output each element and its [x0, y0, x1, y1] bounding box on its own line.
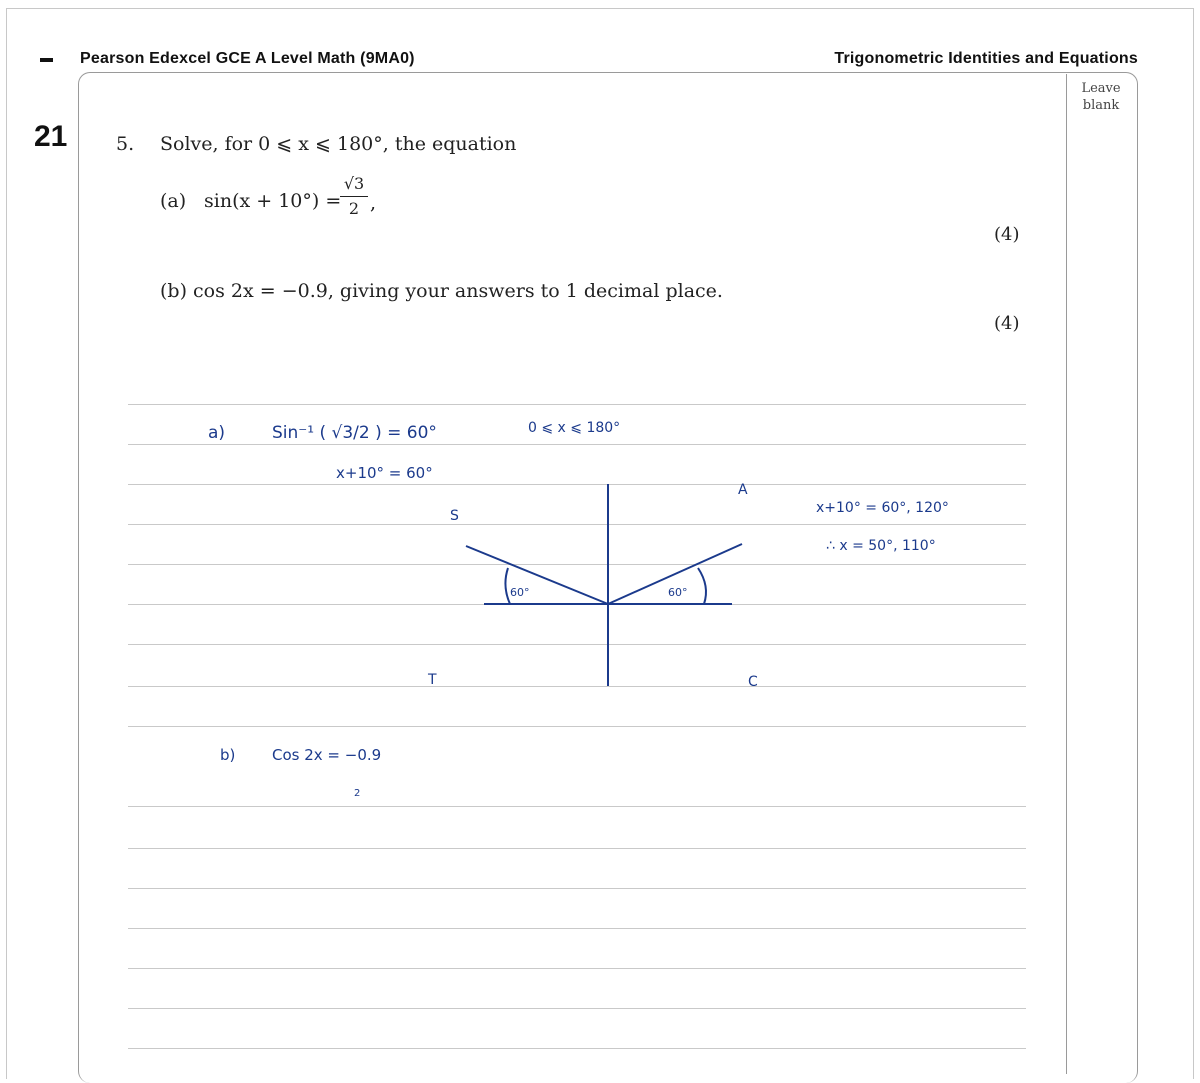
diagram-arc-right [698, 568, 706, 604]
hw-quad-a: A [738, 482, 748, 498]
hw-a-line1: Sin⁻¹ ( √3/2 ) = 60° [272, 423, 437, 443]
header-left-title: Pearson Edexcel GCE A Level Math (9MA0) [80, 50, 415, 67]
part-a-trailing-comma: , [370, 192, 377, 214]
hw-b-label: b) [220, 746, 236, 764]
part-a-equation: sin(x + 10°) = [204, 190, 342, 212]
hw-b-line1: Cos 2x = −0.9 [272, 746, 382, 764]
hw-a-label: a) [208, 423, 226, 443]
hw-quad-s: S [450, 508, 459, 524]
hw-b-mark: 2 [354, 788, 361, 799]
fraction-denominator: 2 [348, 199, 360, 218]
part-b-text: (b) cos 2x = −0.9, giving your answers to 1 decimal place. [160, 280, 723, 302]
hw-a-line2: x+10° = 60° [336, 464, 433, 482]
fraction-numerator: √3 [343, 174, 365, 193]
cast-diagram [466, 484, 742, 686]
part-b-marks: (4) [994, 313, 1020, 334]
hw-angle-left: 60° [510, 586, 530, 599]
hw-quad-t: T [428, 672, 437, 688]
hw-angle-right: 60° [668, 586, 688, 599]
question-number: 5. [116, 133, 135, 155]
hw-quad-c: C [748, 674, 758, 690]
hw-a-result2: ∴ x = 50°, 110° [826, 538, 936, 554]
page-number: 21 [34, 120, 68, 153]
hw-a-range: 0 ⩽ x ⩽ 180° [528, 420, 621, 436]
hw-a-result1: x+10° = 60°, 120° [816, 500, 949, 516]
part-a-marks: (4) [994, 224, 1020, 245]
leave-blank-label: Leave blank [1081, 81, 1121, 113]
question-intro: Solve, for 0 ⩽ x ⩽ 180°, the equation [160, 133, 517, 155]
header-right-title: Trigonometric Identities and Equations [834, 50, 1138, 67]
part-a-label: (a) [160, 190, 187, 212]
diagram-ray-left [466, 546, 608, 604]
